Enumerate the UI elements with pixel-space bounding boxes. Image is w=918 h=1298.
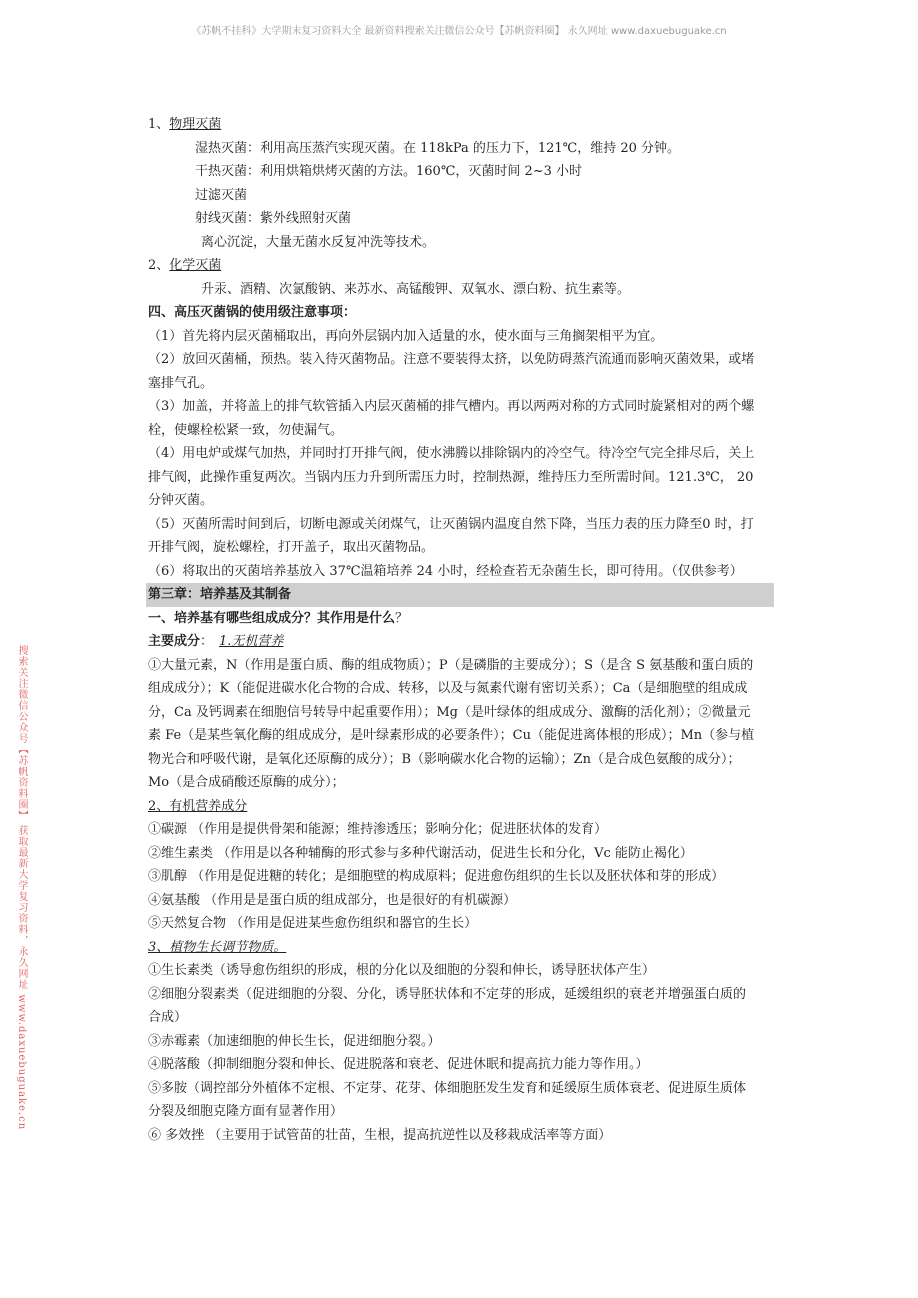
question-heading [148,607,774,631]
growth-regulator-line: ③赤霉素（加速细胞的伸长生长，促进细胞分裂。） [148,1033,441,1049]
chemical-sterilization-heading [148,254,774,278]
autoclave-step: 排气阀，此操作重复两次。当锅内压力升到所需压力时，控制热源，维持压力至所需时间。121.3℃， 20 [148,469,754,485]
side-watermark-note: 搜索关注微信公众号【苏帆资料圈】 获取最新大学复习资料，永久网址 www.daxuebuguake.cn [16,645,27,1131]
list-item: 射线灭菌：紫外线照射灭菌 [195,211,352,226]
heading-number: 2、 [148,258,170,273]
list-item: 离心沉淀，大量无菌水反复冲洗等技术。 [201,234,436,250]
inorganic-line: 分，Ca 及钙调素在细胞信号转导中起重要作用）；Mg（是叶绿体的组成成分、激酶的活化剂）；②微量元 [148,704,751,720]
autoclave-step: （3）加盖，并将盖上的排气软管插入内层灭菌桶的排气槽内。再以两两对称的方式同时旋紧相对的两个螺 [148,399,755,414]
growth-regulator-line: ⑤多胺（调控部分外植体不定根、不定芽、花芽、体细胞胚发生发育和延缓原生质体衰老、促进原生质体 [148,1080,747,1096]
organic-line: ⑤天然复合物 （作用是促进某些愈伤组织和器官的生长） [148,916,478,931]
growth-regulator-line: 分裂及细胞克隆方面有显著作用） [148,1104,344,1119]
main-components-heading [148,630,774,654]
list-item: 干热灭菌：利用烘箱烘烤灭菌的方法。160℃，灭菌时间 2~3 小时 [195,164,583,179]
organic-title: 2、有机营养成分 [148,798,248,814]
autoclave-step: （1）首先将内层灭菌桶取出，再向外层锅内加入适量的水，使水面与三角搁架相平为宜。 [148,328,664,344]
organic-line: ③肌醇 （作用是促进糖的转化；是细胞壁的构成原料；促进愈伤组织的生长以及胚状体和芽的形成） [148,869,725,884]
organic-line: ②维生素类 （作用是以各种辅酶的形式参与多种代谢活动，促进生长和分化，Vc 能防止褐化） [148,845,693,861]
inorganic-line: 组成成分）；K（能促进碳水化合物的合成、转移，以及与氮素代谢有密切关系）；Ca（是细胞壁的组成成 [148,681,748,696]
autoclave-heading: 四、高压灭菌锅的使用级注意事项： [148,305,357,320]
growth-regulator-line: ②细胞分裂素类（促进细胞的分裂、分化，诱导胚状体和不定芽的形成，延缓组织的衰老并增强蛋白质的 [148,986,747,1002]
heading-number: 1、 [148,117,170,132]
organic-line: ①碳源 （作用是提供骨架和能源；维持渗透压；影响分化；促进胚状体的发育） [148,822,608,837]
inorganic-line: Mo（是合成硝酸还原酶的成分）； [148,775,345,790]
autoclave-step: （2）放回灭菌桶，预热。装入待灭菌物品。注意不要装得太挤，以免防碍蒸汽流通而影响灭菌效果，或堵 [148,352,755,367]
page-header: 《苏帆不挂科》大学期末复习资料大全 最新资料搜索关注微信公众号【苏帆资料圈】 永久网址 www.daxuebuguake.cn [191,26,727,37]
growth-regulator-line: ④脱落酸（抑制细胞分裂和伸长、促进脱落和衰老、促进休眠和提高抗力能力等作用。） [148,1057,649,1072]
chapter-title: 第三章：培养基及其制备 [146,583,774,607]
physical-sterilization-heading [148,113,774,137]
inorganic-title: 1.无机营养 [219,634,284,649]
question-text: 一、培养基有哪些组成成分？其作用是什么 [148,610,396,626]
chemical-agents-text: 升汞、酒精、次氯酸钠、来苏水、高锰酸钾、双氧水、漂白粉、抗生素等。 [201,281,631,297]
growth-regulator-line: 合成） [148,1010,188,1025]
growth-regulator-line: ①生长素类（诱导愈伤组织的形成，根的分化以及细胞的分裂和伸长，诱导胚状体产生） [148,963,656,978]
autoclave-step: （6）将取出的灭菌培养基放入 37℃温箱培养 24 小时，经检查若无杂菌生长，即可待用。（仅供参考） [148,563,743,579]
question-mark: ？ [395,610,409,626]
organic-line: ④氨基酸 （作用是是蛋白质的组成部分，也是很好的有机碳源） [148,892,517,908]
autoclave-step: 开排气阀，旋松螺栓，打开盖子，取出灭菌物品。 [148,540,435,555]
inorganic-line: 物光合和呼吸代谢，是氧化还原酶的成分）；B（影响碳水化合物的运输）；Zn（是合成色氨酸的成分）； [148,751,741,767]
growth-regulators-title: 3、植物生长调节物质。 [148,939,287,955]
list-item: 过滤灭菌 [195,187,248,203]
heading-title: 化学灭菌 [169,258,222,273]
inorganic-line: ①大量元素，N（作用是蛋白质、酶的组成物质）；P（是磷脂的主要成分）；S（是含 S 氨基酸和蛋白质的 [148,657,754,673]
autoclave-step: （4）用电炉或煤气加热，并同时打开排气阀，使水沸腾以排除锅内的冷空气。待冷空气完全排尽后，关上 [148,446,755,461]
autoclave-step: （5）灭菌所需时间到后，切断电源或关闭煤气，让灭菌锅内温度自然下降，当压力表的压力降至0 时，打 [148,516,754,532]
list-item: 湿热灭菌：利用高压蒸汽实现灭菌。在 118kPa 的压力下，121℃，维持 20 分钟。 [195,140,681,156]
autoclave-step: 塞排气孔。 [148,375,214,391]
autoclave-step: 栓，使螺栓松紧一致，勿使漏气。 [148,422,344,438]
document-body [148,113,774,1147]
growth-regulator-line: ⑥ 多效挫 （主要用于试管苗的壮苗，生根，提高抗逆性以及移栽成活率等方面） [148,1127,612,1143]
main-components-label: 主要成分 [148,634,201,649]
heading-title: 物理灭菌 [169,117,222,132]
inorganic-line: 素 Fe（是某些氧化酶的组成成分，是叶绿素形成的必要条件）；Cu（能促进离体根的形成）；Mn（参与植 [148,728,755,743]
main-components-colon: ： [200,634,214,649]
autoclave-step: 分钟灭菌。 [148,493,214,508]
